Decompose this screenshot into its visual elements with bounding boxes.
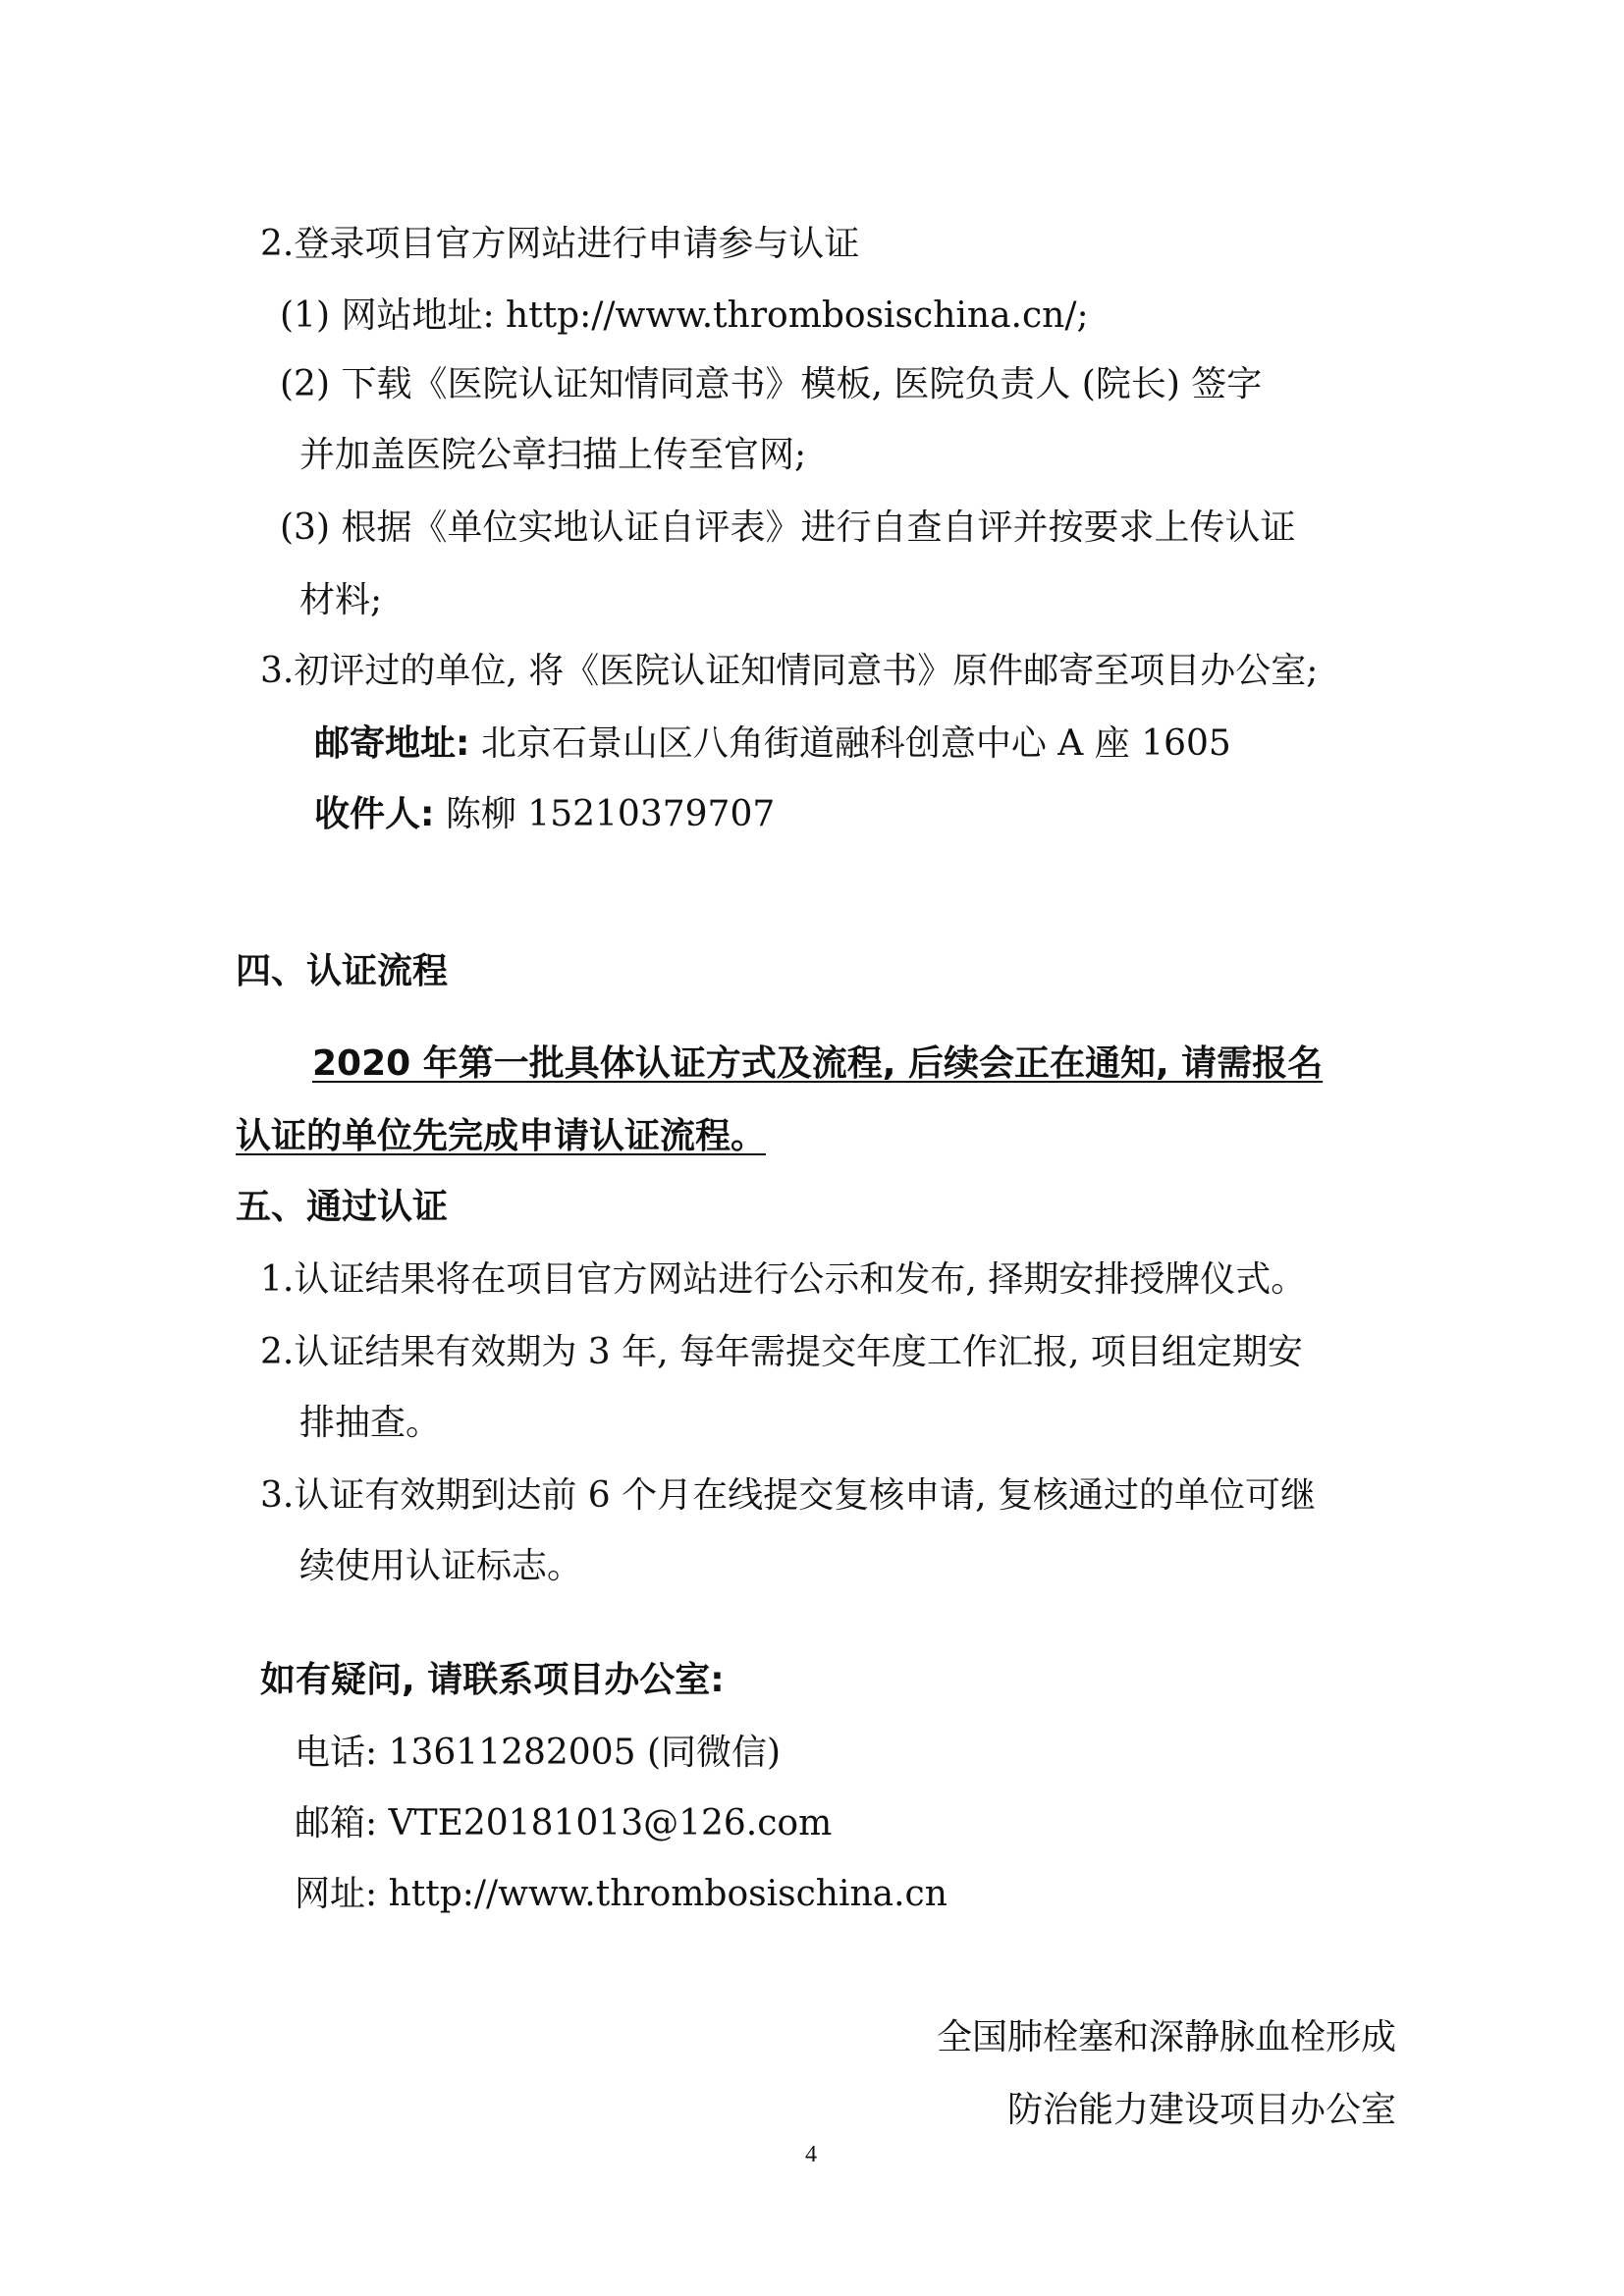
- sub-item-website: (1) 网站地址: http://www.thrombosischina.cn/;: [280, 295, 1089, 336]
- mail-address-line: [314, 721, 1231, 768]
- section-4-paragraph-line1: 2020 年第一批具体认证方式及流程, 后续会正在通知, 请需报名: [312, 1043, 1324, 1084]
- section-4-paragraph-line2: 认证的单位先完成申请认证流程。: [236, 1116, 767, 1156]
- contact-website: 网址: http://www.thrombosischina.cn: [295, 1874, 947, 1914]
- recipient-value: 陈柳 15210379707: [445, 794, 776, 834]
- section-5-item-2-line1: 2.认证结果有效期为 3 年, 每年需提交年度工作汇报, 项目组定期安: [260, 1332, 1303, 1372]
- contact-email: 邮箱: VTE20181013@126.com: [295, 1803, 833, 1843]
- sub-item-download-line2: 并加盖医院公章扫描上传至官网;: [299, 435, 807, 475]
- contact-phone: 电话: 13611282005 (同微信): [295, 1733, 782, 1773]
- section-5-item-1: 1.认证结果将在项目官方网站进行公示和发布, 择期安排授牌仪式。: [260, 1259, 1307, 1300]
- item-3-mail: 3.初评过的单位, 将《医院认证知情同意书》原件邮寄至项目办公室;: [260, 651, 1319, 691]
- recipient-label: 收件人:: [314, 794, 435, 834]
- section-5-heading: 五、通过认证: [236, 1187, 449, 1227]
- recipient-line: [314, 791, 775, 838]
- sub-item-selfeval-line1: (3) 根据《单位实地认证自评表》进行自查自评并按要求上传认证: [280, 507, 1296, 548]
- section-5-item-3-line1: 3.认证有效期到达前 6 个月在线提交复核申请, 复核通过的单位可继: [260, 1475, 1317, 1516]
- sub-item-selfeval-line2: 材料;: [299, 580, 383, 620]
- sub-item-download-line1: (2) 下载《医院认证知情同意书》模板, 医院负责人 (院长) 签字: [280, 364, 1263, 404]
- signature-line-2: 防治能力建设项目办公室: [1006, 2090, 1396, 2130]
- item-2-login: 2.登录项目官方网站进行申请参与认证: [260, 224, 860, 264]
- mail-address-label: 邮寄地址:: [314, 723, 470, 764]
- page-number: 4: [805, 2142, 817, 2167]
- section-4-heading: 四、认证流程: [236, 951, 449, 991]
- section-5-item-3-line2: 续使用认证标志。: [299, 1546, 583, 1586]
- signature-line-1: 全国肺栓塞和深静脉血栓形成: [936, 2017, 1396, 2057]
- mail-address-value: 北京石景山区八角街道融科创意中心 A 座 1605: [480, 723, 1231, 764]
- section-5-item-2-line2: 排抽查。: [299, 1403, 442, 1443]
- contact-heading: 如有疑问, 请联系项目办公室:: [260, 1660, 725, 1700]
